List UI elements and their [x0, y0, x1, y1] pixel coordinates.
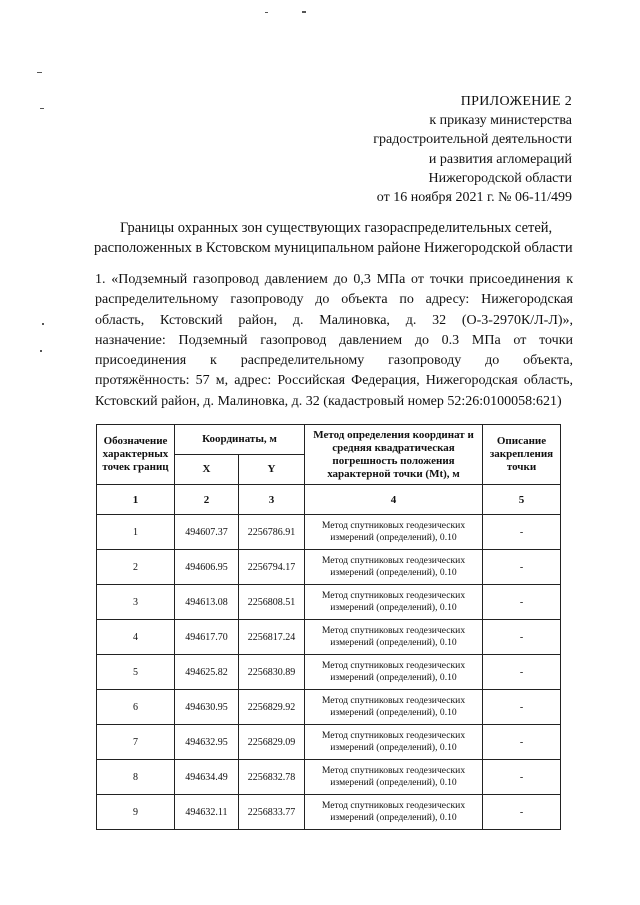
- fixing-description: -: [483, 725, 561, 760]
- coord-x: 494630.95: [175, 690, 239, 725]
- coord-y: 2256829.09: [239, 725, 305, 760]
- header-description: Описание закрепления точки: [483, 425, 561, 485]
- description-line: присоединения к распределительному газопроводу до объекта,: [95, 353, 573, 369]
- table-row: [97, 795, 561, 830]
- column-number: 4: [305, 485, 483, 515]
- fixing-description: -: [483, 795, 561, 830]
- description-line: распределительному газопроводу до объекта по адресу: Нижегородская: [95, 292, 573, 308]
- scan-speck: [302, 11, 306, 13]
- fixing-description: -: [483, 515, 561, 550]
- fixing-description: -: [483, 620, 561, 655]
- description-line: назначение: Подземный газопровод давлением до 0.3 МПа от точки: [95, 332, 573, 348]
- scan-speck: [37, 72, 42, 73]
- coord-x: 494617.70: [175, 620, 239, 655]
- coord-y: 2256829.92: [239, 690, 305, 725]
- table-row: [97, 725, 561, 760]
- coord-x: 494606.95: [175, 550, 239, 585]
- description-line: протяжённость: 57 м, адрес: Российская Федерация, Нижегородская область,: [95, 373, 573, 389]
- coord-y: 2256830.89: [239, 655, 305, 690]
- description-line: Кстовский район, д. Малиновка, д. 32 (кадастровый номер 52:26:0100058:621): [95, 393, 562, 409]
- coord-x: 494625.82: [175, 655, 239, 690]
- fixing-description: -: [483, 690, 561, 725]
- description-line: 1. «Подземный газопровод давлением до 0,3 МПа от точки присоединения к: [95, 272, 573, 287]
- appendix-header: [373, 92, 572, 207]
- coord-y: 2256817.24: [239, 620, 305, 655]
- fixing-description: -: [483, 550, 561, 585]
- header-coordinates: Координаты, м: [175, 425, 305, 455]
- method-cell: Метод спутниковых геодезических измерений (определений), 0.10: [305, 760, 483, 795]
- coord-x: 494607.37: [175, 515, 239, 550]
- table-row: [97, 585, 561, 620]
- method-cell: Метод спутниковых геодезических измерений (определений), 0.10: [305, 585, 483, 620]
- point-number: 5: [97, 655, 175, 690]
- column-number: 1: [97, 485, 175, 515]
- heading-line-1: Границы охранных зон существующих газораспределительных сетей,: [120, 220, 553, 236]
- header-point-designation: Обозначение характерных точек границ: [97, 425, 175, 485]
- fixing-description: -: [483, 760, 561, 795]
- column-number: 5: [483, 485, 561, 515]
- fixing-description: -: [483, 655, 561, 690]
- point-number: 1: [97, 515, 175, 550]
- description-line: область, Кстовский район, д. Малиновка, д. 32 (О-3-2970К/Л-Л)»,: [95, 312, 573, 328]
- table-row: [97, 550, 561, 585]
- table-row: [97, 620, 561, 655]
- header-method: Метод определения координат и средняя квадратическая погрешность положения характерной точки (Mt), м: [305, 425, 483, 485]
- coord-y: 2256786.91: [239, 515, 305, 550]
- document-heading: [94, 218, 573, 258]
- method-cell: Метод спутниковых геодезических измерений (определений), 0.10: [305, 795, 483, 830]
- point-number: 4: [97, 620, 175, 655]
- fixing-description: -: [483, 585, 561, 620]
- point-number: 3: [97, 585, 175, 620]
- header-x: X: [175, 455, 239, 485]
- coord-y: 2256794.17: [239, 550, 305, 585]
- point-number: 2: [97, 550, 175, 585]
- method-cell: Метод спутниковых геодезических измерений (определений), 0.10: [305, 725, 483, 760]
- method-cell: Метод спутниковых геодезических измерений (определений), 0.10: [305, 655, 483, 690]
- scan-speck: [265, 12, 268, 13]
- heading-line-2: расположенных в Кстовском муниципальном районе Нижегородской области: [94, 240, 573, 256]
- scan-speck: [42, 323, 44, 325]
- table-row: [97, 515, 561, 550]
- table-row: [97, 690, 561, 725]
- column-number: 2: [175, 485, 239, 515]
- coord-x: 494613.08: [175, 585, 239, 620]
- method-cell: Метод спутниковых геодезических измерений (определений), 0.10: [305, 690, 483, 725]
- coord-x: 494632.11: [175, 795, 239, 830]
- appendix-header-line: Нижегородской области: [428, 170, 572, 186]
- method-cell: Метод спутниковых геодезических измерений (определений), 0.10: [305, 515, 483, 550]
- object-description: [95, 270, 573, 412]
- coordinates-table: [96, 424, 561, 830]
- table-row: [97, 760, 561, 795]
- point-number: 8: [97, 760, 175, 795]
- column-number-row: [97, 485, 561, 515]
- point-number: 6: [97, 690, 175, 725]
- coord-x: 494632.95: [175, 725, 239, 760]
- method-cell: Метод спутниковых геодезических измерений (определений), 0.10: [305, 620, 483, 655]
- method-cell: Метод спутниковых геодезических измерений (определений), 0.10: [305, 550, 483, 585]
- scan-speck: [40, 350, 42, 352]
- appendix-title: ПРИЛОЖЕНИЕ 2: [460, 94, 572, 109]
- header-y: Y: [239, 455, 305, 485]
- coord-y: 2256832.78: [239, 760, 305, 795]
- appendix-header-line: к приказу министерства: [429, 113, 572, 129]
- coord-y: 2256808.51: [239, 585, 305, 620]
- appendix-order-date: от 16 ноября 2021 г. № 06-11/499: [376, 190, 572, 206]
- point-number: 9: [97, 795, 175, 830]
- point-number: 7: [97, 725, 175, 760]
- appendix-header-line: и развития агломераций: [428, 151, 572, 167]
- scan-speck: [40, 108, 44, 109]
- coord-x: 494634.49: [175, 760, 239, 795]
- column-number: 3: [239, 485, 305, 515]
- appendix-header-line: градостроительной деятельности: [373, 132, 572, 148]
- table-row: [97, 655, 561, 690]
- coord-y: 2256833.77: [239, 795, 305, 830]
